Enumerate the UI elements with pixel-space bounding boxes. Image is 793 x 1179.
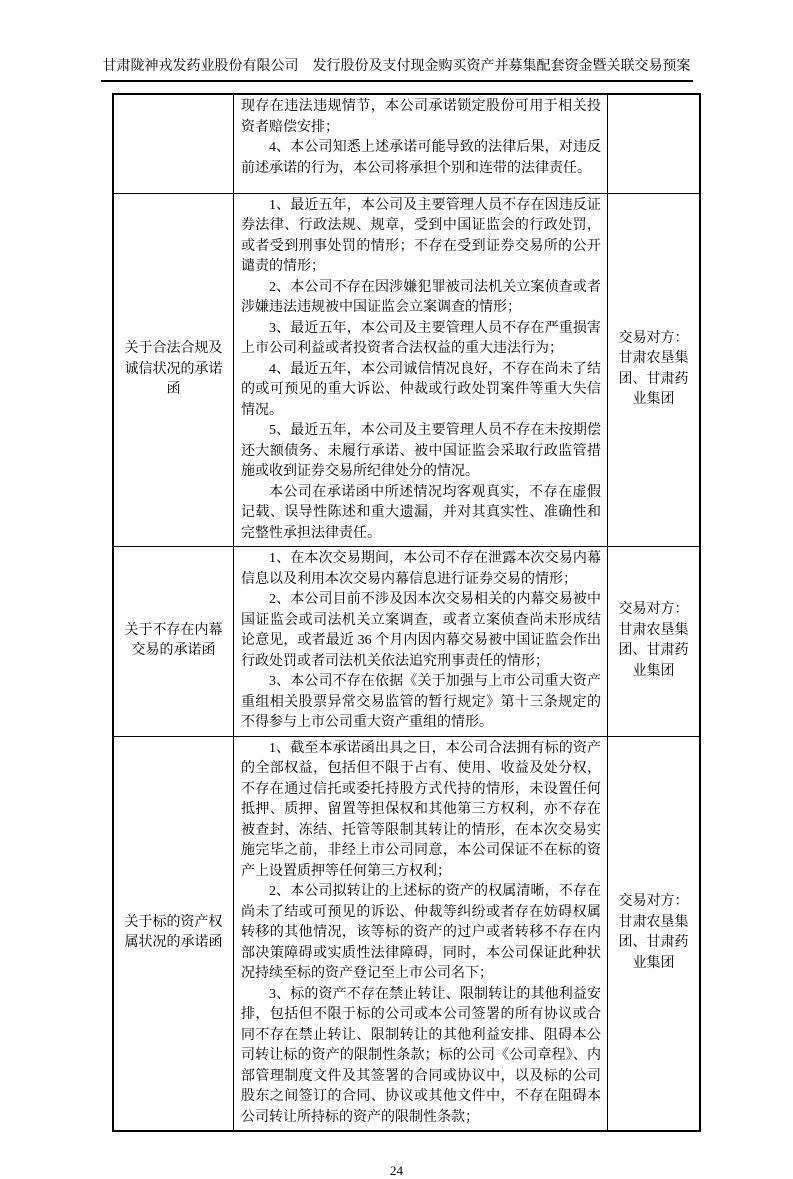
counterparty-cell (608, 94, 701, 193)
commitment-paragraph: 1、截至本承诺函出具之日，本公司合法拥有标的资产的全部权益，包括但不限于占有、使用、收益及处分权，不存在通过信托或委托持股方式代持的情形，未设置任何抵押、质押、留置等担保权和其他第三方权利，亦不存在被查封、冻结、托管等限制其转让的情形，在本次交易实施完毕之前，非经上市公司同意，本公司保证不在标的资产上设置质押等任何第三方权利； (241, 740, 601, 879)
commitment-paragraph: 3、本公司不存在依据《关于加强与上市公司重大资产重组相关股票异常交易监管的暂行规定》第十三条规定的不得参与上市公司重大资产重组的情形。 (241, 674, 601, 730)
commitment-paragraph: 2、本公司不存在因涉嫌犯罪被司法机关立案侦查或者涉嫌违法违规被中国证监会立案调查的情形； (241, 279, 601, 315)
commitment-title-cell (113, 94, 234, 193)
commitment-content-cell (234, 547, 608, 737)
commitment-paragraph: 现存在违法违规情节，本公司承诺锁定股份可用于相关投资者赔偿安排； (241, 99, 601, 135)
commitment-paragraph: 本公司在承诺函中所述情况均客观真实，不存在虚假记载、误导性陈述和重大遗漏，并对其真实性、准确性和完整性承担法律责任。 (241, 484, 601, 541)
commitment-paragraph: 1、在本次交易期间，本公司不存在泄露本次交易内幕信息以及利用本次交易内幕信息进行证券交易的情形； (241, 551, 601, 587)
commitment-title-cell: 关于标的资产权属状况的承诺函 (113, 736, 234, 1131)
commitment-content-cell (234, 94, 608, 193)
table-row-no-insider-trading (113, 547, 700, 737)
table-row-compliance-integrity (113, 193, 700, 547)
commitment-paragraph: 1、最近五年，本公司及主要管理人员不存在因违反证券法律、行政法规、规章，受到中国证监会的行政处罚，或者受到刑事处罚的情形；不存在受到证券交易所的公开谴责的情形； (241, 197, 601, 274)
commitment-paragraph: 4、最近五年，本公司诚信情况良好，不存在尚未了结的或可预见的重大诉讼、仲裁或行政处罚案件等重大失信情况。 (241, 361, 601, 418)
commitment-paragraph: 3、标的资产不存在禁止转让、限制转让的其他利益安排，包括但不限于标的公司或本公司签署的所有协议或合同不存在禁止转让、限制转让的其他利益安排、阻碍本公司转让标的资产的限制性条款；标的公司《公司章程》、内部管理制度文件及其签署的合同或协议中，以及标的公司股东之间签订的合同、协议或其他文件中，不存在阻碍本公司转让所持标的资产的限制性条款； (241, 986, 601, 1125)
document-header-title: 甘肃陇神戎发药业股份有限公司 发行股份及支付现金购买资产并募集配套资金暨关联交易预案 (101, 58, 693, 82)
document-header (0, 0, 793, 82)
commitment-paragraph: 2、本公司目前不涉及因本次交易相关的内幕交易被中国证监会或司法机关立案调查，或者立案侦查尚未形成结论意见，或者最近 36 个月内因内幕交易被中国证监会作出行政处罚或者司法机关依法追究刑事责任的情形； (241, 592, 601, 669)
commitment-paragraph: 2、本公司拟转让的上述标的资产的权属清晰，不存在尚未了结或可预见的诉讼、仲裁等纠纷或者存在妨碍权属转移的其他情况，该等标的资产的过户或者转移不存在内部决策障碍或实质性法律障碍，同时，本公司保证此种状况持续至标的资产登记至上市公司名下； (241, 884, 601, 981)
table-row-asset-ownership (113, 736, 700, 1131)
commitment-content-cell (234, 193, 608, 547)
commitment-title-cell: 关于合法合规及诚信状况的承诺函 (113, 193, 234, 547)
commitment-paragraph: 4、本公司知悉上述承诺可能导致的法律后果，对违反前述承诺的行为，本公司将承担个别和连带的法律责任。 (241, 140, 601, 176)
commitment-title-cell: 关于不存在内幕交易的承诺函 (113, 547, 234, 737)
page-footer (0, 1163, 793, 1179)
page-number: 24 (390, 1163, 403, 1178)
commitment-paragraph: 3、最近五年，本公司及主要管理人员不存在严重损害上市公司利益或者投资者合法权益的重大违法行为； (241, 320, 601, 356)
counterparty-cell: 交易对方：甘肃农垦集团、甘肃药业集团 (608, 736, 701, 1131)
table-row-continuation (113, 94, 700, 193)
commitment-table (112, 93, 701, 1132)
counterparty-cell: 交易对方：甘肃农垦集团、甘肃药业集团 (608, 193, 701, 547)
commitment-content-cell (234, 736, 608, 1131)
commitment-paragraph: 5、最近五年，本公司及主要管理人员不存在未按期偿还大额债务、未履行承诺、被中国证监会采取行政监管措施或收到证券交易所纪律处分的情况。 (241, 423, 601, 479)
counterparty-cell: 交易对方：甘肃农垦集团、甘肃药业集团 (608, 547, 701, 737)
